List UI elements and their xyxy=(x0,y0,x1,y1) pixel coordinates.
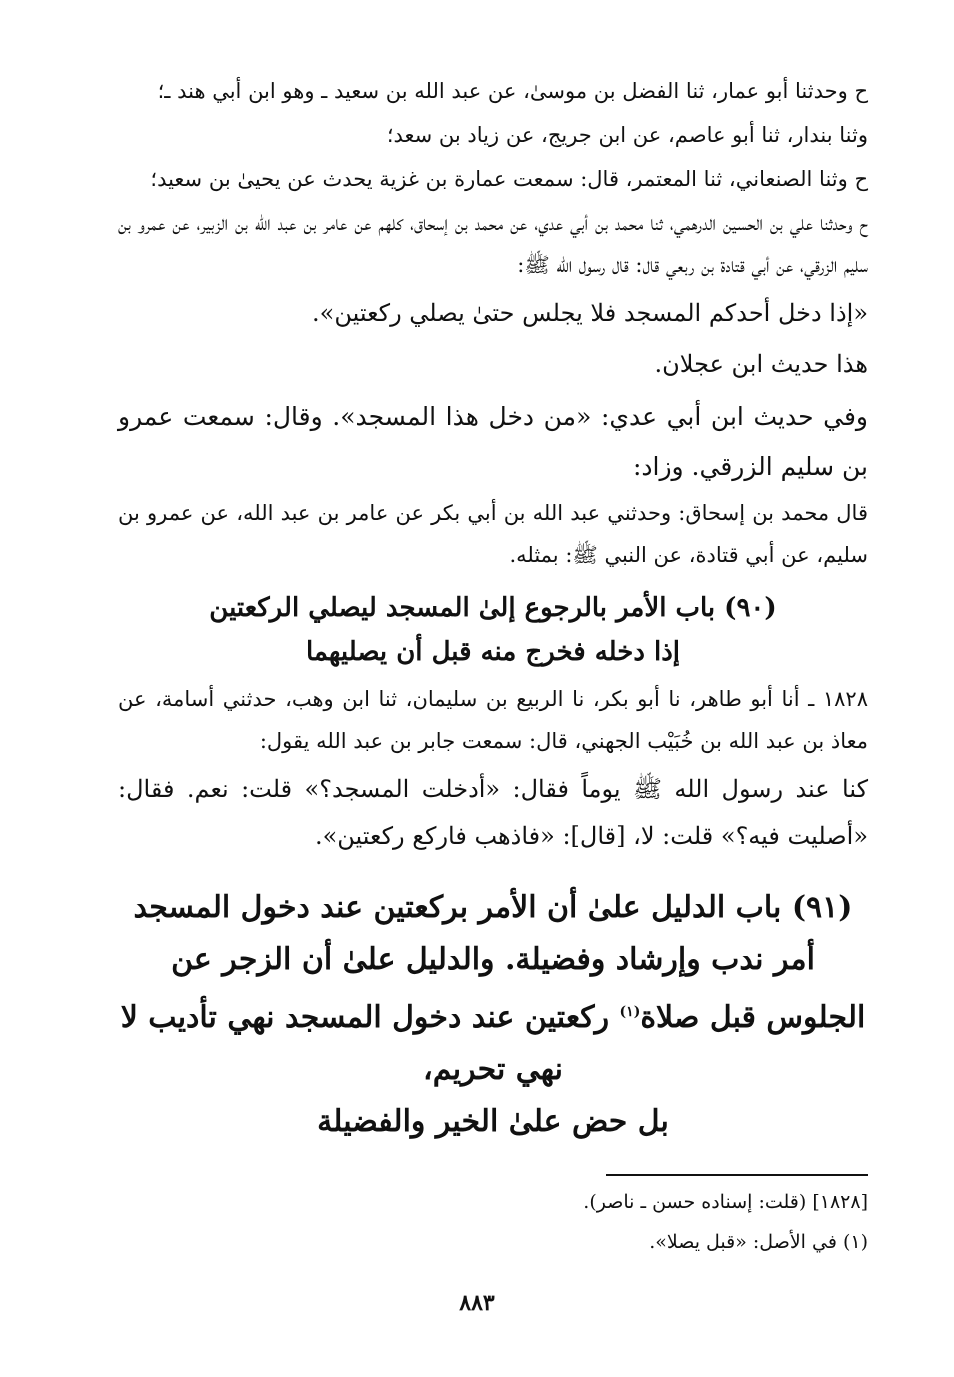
footnote-separator xyxy=(606,1174,868,1176)
hadith-1828-isnad: ١٨٢٨ ـ أنا أبو طاهر، نا أبو بكر، نا الربيع بن سليمان، ثنا ابن وهب، حدثني أسامة، عن معاذ بن عبد الله بن خُبَيْب الجهني، قال: سمعت جابر بن عبد الله يقول: xyxy=(118,687,868,753)
footnote-ref-1: (١) xyxy=(619,1004,641,1020)
ibn-ajlan-note: هذا حديث ابن عجلان. xyxy=(654,350,868,378)
page-number: ٨٨٣ xyxy=(459,1290,495,1316)
isnad-line-dirhami: ح وحدثنا علي بن الحسين الدرهمي، ثنا محمد بن أبي عدي، عن محمد بن إسحاق، كلهم عن عامر بن عبد الله بن الزبير، عن عمرو بن سليم الزرقي، عن أبي قتادة بن ربعي قال: قال رسول الله ﷺ: xyxy=(118,211,868,277)
isnad-line-sanani: ح وثنا الصنعاني، ثنا المعتمر، قال: سمعت عمارة بن غزية يحدث عن يحيىٰ بن سعيد؛ xyxy=(150,167,868,191)
chapter-91-title-last-line: بل حض علىٰ الخير والفضيلة xyxy=(317,1104,669,1139)
page-body xyxy=(118,70,868,1262)
chapter-91-title-continuation: ركعتين عند دخول المسجد نهي تأديب لا نهي تحريم، xyxy=(120,1000,620,1087)
isnad-line-bundar: وثنا بندار، ثنا أبو عاصم، عن ابن جريج، عن زياد بن سعد؛ xyxy=(386,123,868,147)
isnad-line-abu-ammar: ح وحدثنا أبو عمار، ثنا الفضل بن موسىٰ، عن عبد الله بن سعيد ـ وهو ابن أبي هند ـ؛ xyxy=(157,79,868,103)
footnote-1828: [١٨٢٨] (قلت: إسناده حسن ـ ناصر). xyxy=(583,1191,868,1213)
chapter-91-title-main: (٩١) باب الدليل علىٰ أن الأمر بركعتين عند دخول المسجد أمر ندب وإرشاد وفضيلة. والدليل علىٰ أن الزجر عن الجلوس قبل صلاة xyxy=(133,890,866,1035)
ibn-abi-adi-variant: وفي حديث ابن أبي عدي: «من دخل هذا المسجد». وقال: سمعت عمرو بن سليم الزرقي. وزاد: xyxy=(118,402,868,481)
ibn-ishaq-addition: قال محمد بن إسحاق: وحدثني عبد الله بن أبي بكر عن عامر بن عبد الله، عن عمرو بن سليم، عن أبي قتادة، عن النبي ﷺ: بمثله. xyxy=(118,501,868,567)
chapter-90-title-line-2: إذا دخله فخرج منه قبل أن يصليهما xyxy=(305,637,681,667)
footnote-1: (١) في الأصل: «قبل يصلا». xyxy=(649,1231,868,1253)
chapter-90-title-line-1: (٩٠) باب الأمر بالرجوع إلىٰ المسجد ليصلي الركعتين xyxy=(209,593,777,623)
chapter-91-heading xyxy=(118,882,868,1148)
hadith-1828-matn: كنا عند رسول الله ﷺ يوماً فقال: «أدخلت المسجد؟» قلت: نعم. فقال: «أصليت فيه؟» قلت: لا، [قال]: «فاذهب فاركع ركعتين». xyxy=(118,775,868,850)
footnotes xyxy=(118,1182,868,1262)
hadith-text: «إذا دخل أحدكم المسجد فلا يجلس حتىٰ يصلي ركعتين». xyxy=(312,299,868,327)
chapter-90-heading xyxy=(118,586,868,674)
